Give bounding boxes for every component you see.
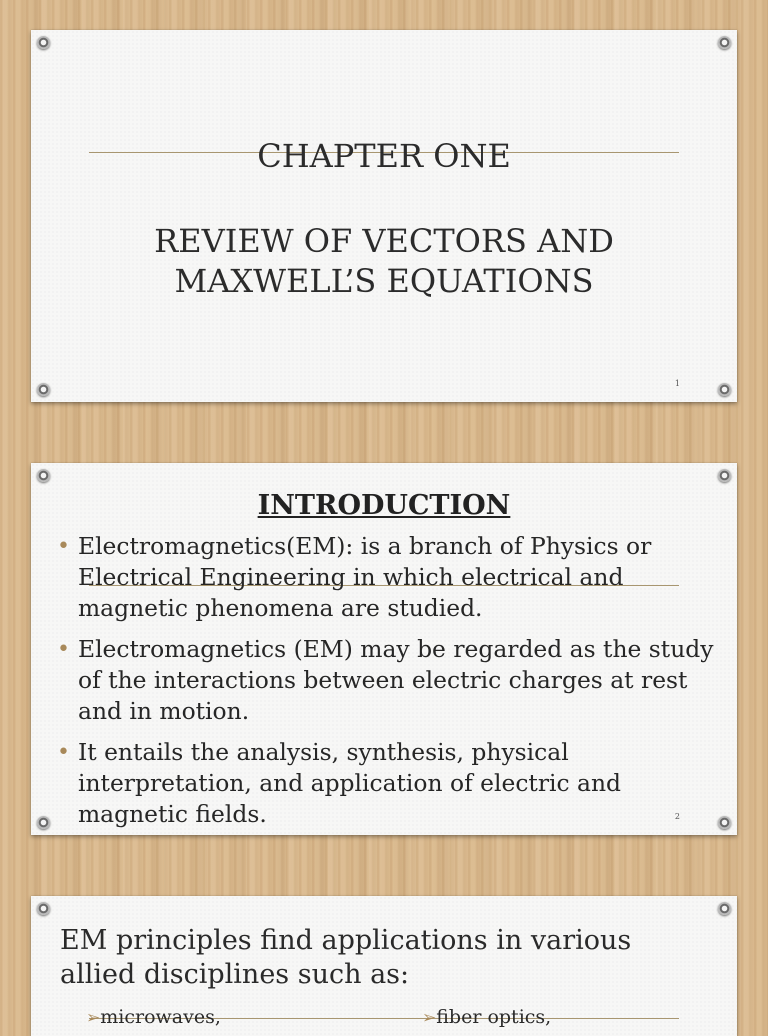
bullet-item <box>57 737 717 830</box>
list-item <box>422 1006 551 1028</box>
slide-number: 1 <box>674 379 680 388</box>
pushpin-icon <box>718 36 731 49</box>
bullet-text: Electromagnetics (EM) may be regarded as the study of the interactions between electric charges at rest and in motion. <box>78 635 714 725</box>
bullet-icon: • <box>57 637 70 662</box>
pushpin-icon <box>37 816 50 829</box>
bullet-icon: • <box>57 740 70 765</box>
slide-3 <box>31 896 737 1036</box>
pushpin-icon <box>718 816 731 829</box>
arrow-bullet-icon: ➢ <box>86 1008 101 1028</box>
pushpin-icon <box>718 383 731 396</box>
pushpin-icon <box>37 469 50 482</box>
slide-text: EM principles find applications in various allied disciplines such as: <box>60 925 632 990</box>
bullet-text: It entails the analysis, synthesis, physical interpretation, and application of electric and magnetic fields. <box>78 738 622 828</box>
bullet-item <box>57 531 717 624</box>
arrow-bullet-icon: ➢ <box>422 1008 437 1028</box>
pushpin-icon <box>718 469 731 482</box>
bullet-text: Electromagnetics(EM): is a branch of Physics or Electrical Engineering in which electrical and magnetic phenomena are studied. <box>78 532 652 622</box>
slide-1 <box>31 30 737 402</box>
bullet-icon: • <box>57 534 70 559</box>
pushpin-icon <box>37 36 50 49</box>
slide-title: CHAPTER ONE <box>257 137 511 175</box>
pushpin-icon <box>718 902 731 915</box>
list-item-text: fiber optics, <box>436 1006 552 1028</box>
slide-heading: INTRODUCTION <box>257 490 511 521</box>
pushpin-icon <box>37 383 50 396</box>
pushpin-icon <box>37 902 50 915</box>
list-item-text: microwaves, <box>100 1006 221 1028</box>
bullet-list <box>57 531 717 835</box>
bullet-item <box>57 634 717 727</box>
list-item <box>86 1006 221 1028</box>
slide-subtitle: REVIEW OF VECTORS AND MAXWELL’S EQUATIONS <box>154 222 614 300</box>
slide-number: 2 <box>674 812 680 821</box>
slide-2 <box>31 463 737 835</box>
